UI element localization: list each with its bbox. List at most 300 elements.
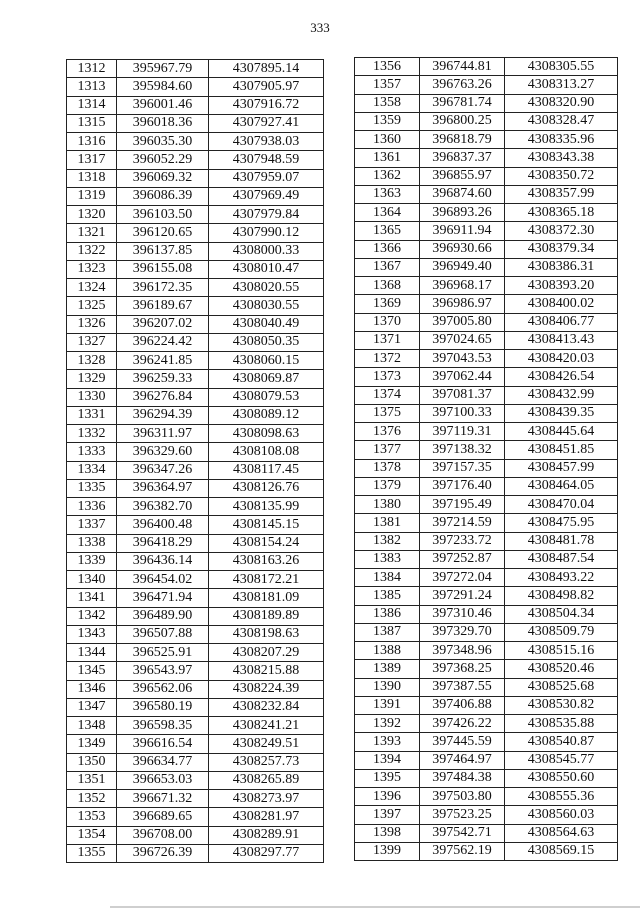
y-coordinate-cell: 4308498.82 xyxy=(505,587,618,605)
x-coordinate-cell: 396837.37 xyxy=(420,149,505,167)
y-coordinate-cell: 4308535.88 xyxy=(505,715,618,733)
table-row xyxy=(355,58,618,76)
point-number-cell: 1385 xyxy=(355,587,420,605)
y-coordinate-cell: 4308040.49 xyxy=(209,315,324,333)
x-coordinate-cell: 396103.50 xyxy=(117,206,209,224)
x-coordinate-cell: 396893.26 xyxy=(420,204,505,222)
y-coordinate-cell: 4308426.54 xyxy=(505,368,618,386)
point-number-cell: 1328 xyxy=(67,352,117,370)
table-row xyxy=(67,260,324,278)
table-row xyxy=(67,151,324,169)
x-coordinate-cell: 396949.40 xyxy=(420,258,505,276)
y-coordinate-cell: 4308181.09 xyxy=(209,589,324,607)
x-coordinate-cell: 395984.60 xyxy=(117,78,209,96)
x-coordinate-cell: 397426.22 xyxy=(420,715,505,733)
point-number-cell: 1320 xyxy=(67,206,117,224)
x-coordinate-cell: 396155.08 xyxy=(117,260,209,278)
table-row xyxy=(355,642,618,660)
x-coordinate-cell: 397464.97 xyxy=(420,751,505,769)
x-coordinate-cell: 397138.32 xyxy=(420,441,505,459)
point-number-cell: 1394 xyxy=(355,751,420,769)
y-coordinate-cell: 4308257.73 xyxy=(209,753,324,771)
point-number-cell: 1366 xyxy=(355,240,420,258)
point-number-cell: 1348 xyxy=(67,717,117,735)
x-coordinate-cell: 397176.40 xyxy=(420,477,505,495)
table-row xyxy=(67,516,324,534)
x-coordinate-cell: 396525.91 xyxy=(117,644,209,662)
x-coordinate-cell: 396436.14 xyxy=(117,552,209,570)
point-number-cell: 1350 xyxy=(67,753,117,771)
y-coordinate-cell: 4308555.36 xyxy=(505,788,618,806)
table-row xyxy=(355,532,618,550)
point-number-cell: 1349 xyxy=(67,735,117,753)
point-number-cell: 1391 xyxy=(355,696,420,714)
point-number-cell: 1380 xyxy=(355,496,420,514)
x-coordinate-cell: 396224.42 xyxy=(117,333,209,351)
y-coordinate-cell: 4308413.43 xyxy=(505,331,618,349)
point-number-cell: 1393 xyxy=(355,733,420,751)
point-number-cell: 1327 xyxy=(67,333,117,351)
table-row xyxy=(67,461,324,479)
y-coordinate-cell: 4308198.63 xyxy=(209,625,324,643)
point-number-cell: 1384 xyxy=(355,569,420,587)
x-coordinate-cell: 396986.97 xyxy=(420,295,505,313)
y-coordinate-cell: 4308457.99 xyxy=(505,459,618,477)
y-coordinate-cell: 4307895.14 xyxy=(209,60,324,78)
table-row xyxy=(355,277,618,295)
point-number-cell: 1372 xyxy=(355,350,420,368)
table-row xyxy=(67,297,324,315)
table-row xyxy=(67,735,324,753)
table-row xyxy=(355,368,618,386)
table-row xyxy=(355,605,618,623)
y-coordinate-cell: 4308343.38 xyxy=(505,149,618,167)
y-coordinate-cell: 4308289.91 xyxy=(209,826,324,844)
table-row xyxy=(67,352,324,370)
table-row xyxy=(67,680,324,698)
point-number-cell: 1312 xyxy=(67,60,117,78)
y-coordinate-cell: 4308335.96 xyxy=(505,131,618,149)
table-row xyxy=(67,808,324,826)
table-row xyxy=(355,313,618,331)
point-number-cell: 1371 xyxy=(355,331,420,349)
point-number-cell: 1338 xyxy=(67,534,117,552)
table-row xyxy=(355,331,618,349)
y-coordinate-cell: 4308493.22 xyxy=(505,569,618,587)
point-number-cell: 1387 xyxy=(355,623,420,641)
table-row xyxy=(67,78,324,96)
y-coordinate-cell: 4308060.15 xyxy=(209,352,324,370)
table-row xyxy=(355,696,618,714)
y-coordinate-cell: 4308297.77 xyxy=(209,844,324,862)
x-coordinate-cell: 396689.65 xyxy=(117,808,209,826)
table-row xyxy=(67,333,324,351)
y-coordinate-cell: 4308273.97 xyxy=(209,790,324,808)
table-row xyxy=(355,715,618,733)
x-coordinate-cell: 396911.94 xyxy=(420,222,505,240)
y-coordinate-cell: 4308108.08 xyxy=(209,443,324,461)
table-row xyxy=(67,625,324,643)
coordinate-table-body xyxy=(67,60,324,863)
point-number-cell: 1373 xyxy=(355,368,420,386)
y-coordinate-cell: 4308079.53 xyxy=(209,388,324,406)
point-number-cell: 1340 xyxy=(67,571,117,589)
point-number-cell: 1336 xyxy=(67,498,117,516)
x-coordinate-cell: 397562.19 xyxy=(420,842,505,860)
table-row xyxy=(355,751,618,769)
point-number-cell: 1357 xyxy=(355,76,420,94)
x-coordinate-cell: 396259.33 xyxy=(117,370,209,388)
point-number-cell: 1313 xyxy=(67,78,117,96)
y-coordinate-cell: 4308432.99 xyxy=(505,386,618,404)
point-number-cell: 1392 xyxy=(355,715,420,733)
y-coordinate-cell: 4308509.79 xyxy=(505,623,618,641)
y-coordinate-cell: 4308569.15 xyxy=(505,842,618,860)
y-coordinate-cell: 4308560.03 xyxy=(505,806,618,824)
x-coordinate-cell: 397503.80 xyxy=(420,788,505,806)
x-coordinate-cell: 396763.26 xyxy=(420,76,505,94)
point-number-cell: 1334 xyxy=(67,461,117,479)
x-coordinate-cell: 397368.25 xyxy=(420,660,505,678)
x-coordinate-cell: 397329.70 xyxy=(420,623,505,641)
x-coordinate-cell: 396276.84 xyxy=(117,388,209,406)
y-coordinate-cell: 4308564.63 xyxy=(505,824,618,842)
x-coordinate-cell: 396400.48 xyxy=(117,516,209,534)
y-coordinate-cell: 4308350.72 xyxy=(505,167,618,185)
y-coordinate-cell: 4308265.89 xyxy=(209,771,324,789)
point-number-cell: 1389 xyxy=(355,660,420,678)
y-coordinate-cell: 4308420.03 xyxy=(505,350,618,368)
x-coordinate-cell: 397195.49 xyxy=(420,496,505,514)
x-coordinate-cell: 396818.79 xyxy=(420,131,505,149)
x-coordinate-cell: 397348.96 xyxy=(420,642,505,660)
x-coordinate-cell: 397484.38 xyxy=(420,769,505,787)
y-coordinate-cell: 4307979.84 xyxy=(209,206,324,224)
table-row xyxy=(355,386,618,404)
table-row xyxy=(355,569,618,587)
table-row xyxy=(67,370,324,388)
table-row xyxy=(355,587,618,605)
x-coordinate-cell: 397024.65 xyxy=(420,331,505,349)
x-coordinate-cell: 397523.25 xyxy=(420,806,505,824)
point-number-cell: 1398 xyxy=(355,824,420,842)
table-row xyxy=(355,258,618,276)
y-coordinate-cell: 4308154.24 xyxy=(209,534,324,552)
point-number-cell: 1390 xyxy=(355,678,420,696)
table-row xyxy=(355,423,618,441)
y-coordinate-cell: 4308504.34 xyxy=(505,605,618,623)
x-coordinate-cell: 396172.35 xyxy=(117,279,209,297)
table-row xyxy=(355,350,618,368)
table-row xyxy=(67,589,324,607)
x-coordinate-cell: 397062.44 xyxy=(420,368,505,386)
point-number-cell: 1318 xyxy=(67,169,117,187)
table-row xyxy=(67,60,324,78)
table-row xyxy=(67,224,324,242)
y-coordinate-cell: 4308328.47 xyxy=(505,112,618,130)
point-number-cell: 1331 xyxy=(67,406,117,424)
table-row xyxy=(67,790,324,808)
x-coordinate-cell: 397445.59 xyxy=(420,733,505,751)
point-number-cell: 1325 xyxy=(67,297,117,315)
x-coordinate-cell: 396018.36 xyxy=(117,114,209,132)
table-row xyxy=(355,204,618,222)
table-row xyxy=(67,662,324,680)
table-row xyxy=(355,167,618,185)
y-coordinate-cell: 4308320.90 xyxy=(505,94,618,112)
point-number-cell: 1374 xyxy=(355,386,420,404)
y-coordinate-cell: 4308135.99 xyxy=(209,498,324,516)
x-coordinate-cell: 396189.67 xyxy=(117,297,209,315)
table-row xyxy=(355,76,618,94)
point-number-cell: 1359 xyxy=(355,112,420,130)
table-row xyxy=(355,496,618,514)
point-number-cell: 1337 xyxy=(67,516,117,534)
x-coordinate-cell: 397252.87 xyxy=(420,550,505,568)
x-coordinate-cell: 396507.88 xyxy=(117,625,209,643)
x-coordinate-cell: 396069.32 xyxy=(117,169,209,187)
x-coordinate-cell: 397119.31 xyxy=(420,423,505,441)
page-bottom-rule xyxy=(110,906,640,908)
table-row xyxy=(355,459,618,477)
x-coordinate-cell: 396241.85 xyxy=(117,352,209,370)
x-coordinate-cell: 397043.53 xyxy=(420,350,505,368)
y-coordinate-cell: 4308224.39 xyxy=(209,680,324,698)
point-number-cell: 1323 xyxy=(67,260,117,278)
table-row xyxy=(67,644,324,662)
point-number-cell: 1378 xyxy=(355,459,420,477)
y-coordinate-cell: 4307905.97 xyxy=(209,78,324,96)
point-number-cell: 1370 xyxy=(355,313,420,331)
point-number-cell: 1381 xyxy=(355,514,420,532)
point-number-cell: 1358 xyxy=(355,94,420,112)
table-row xyxy=(355,733,618,751)
table-row xyxy=(67,826,324,844)
point-number-cell: 1383 xyxy=(355,550,420,568)
point-number-cell: 1375 xyxy=(355,404,420,422)
table-row xyxy=(67,187,324,205)
point-number-cell: 1322 xyxy=(67,242,117,260)
point-number-cell: 1388 xyxy=(355,642,420,660)
x-coordinate-cell: 396781.74 xyxy=(420,94,505,112)
x-coordinate-cell: 396086.39 xyxy=(117,187,209,205)
table-row xyxy=(355,660,618,678)
y-coordinate-cell: 4308030.55 xyxy=(209,297,324,315)
x-coordinate-cell: 397005.80 xyxy=(420,313,505,331)
table-row xyxy=(67,133,324,151)
table-row xyxy=(67,844,324,862)
x-coordinate-cell: 396311.97 xyxy=(117,425,209,443)
x-coordinate-cell: 397387.55 xyxy=(420,678,505,696)
y-coordinate-cell: 4308215.88 xyxy=(209,662,324,680)
table-row xyxy=(355,806,618,824)
x-coordinate-cell: 397081.37 xyxy=(420,386,505,404)
point-number-cell: 1335 xyxy=(67,479,117,497)
x-coordinate-cell: 397214.59 xyxy=(420,514,505,532)
table-row xyxy=(67,114,324,132)
x-coordinate-cell: 396543.97 xyxy=(117,662,209,680)
x-coordinate-cell: 396653.03 xyxy=(117,771,209,789)
x-coordinate-cell: 396598.35 xyxy=(117,717,209,735)
point-number-cell: 1365 xyxy=(355,222,420,240)
y-coordinate-cell: 4308525.68 xyxy=(505,678,618,696)
point-number-cell: 1379 xyxy=(355,477,420,495)
table-row xyxy=(355,623,618,641)
x-coordinate-cell: 396207.02 xyxy=(117,315,209,333)
page-number: 333 xyxy=(310,20,330,35)
y-coordinate-cell: 4308232.84 xyxy=(209,698,324,716)
table-row xyxy=(355,149,618,167)
x-coordinate-cell: 396052.29 xyxy=(117,151,209,169)
x-coordinate-cell: 396418.29 xyxy=(117,534,209,552)
y-coordinate-cell: 4307969.49 xyxy=(209,187,324,205)
point-number-cell: 1368 xyxy=(355,277,420,295)
x-coordinate-cell: 396855.97 xyxy=(420,167,505,185)
y-coordinate-cell: 4308530.82 xyxy=(505,696,618,714)
point-number-cell: 1344 xyxy=(67,644,117,662)
x-coordinate-cell: 396580.19 xyxy=(117,698,209,716)
y-coordinate-cell: 4308439.35 xyxy=(505,404,618,422)
point-number-cell: 1369 xyxy=(355,295,420,313)
x-coordinate-cell: 396671.32 xyxy=(117,790,209,808)
point-number-cell: 1361 xyxy=(355,149,420,167)
y-coordinate-cell: 4308126.76 xyxy=(209,479,324,497)
y-coordinate-cell: 4308098.63 xyxy=(209,425,324,443)
point-number-cell: 1339 xyxy=(67,552,117,570)
table-row xyxy=(67,315,324,333)
point-number-cell: 1364 xyxy=(355,204,420,222)
point-number-cell: 1326 xyxy=(67,315,117,333)
x-coordinate-cell: 396562.06 xyxy=(117,680,209,698)
coordinate-table-right xyxy=(354,57,618,861)
x-coordinate-cell: 396364.97 xyxy=(117,479,209,497)
point-number-cell: 1329 xyxy=(67,370,117,388)
table-row xyxy=(67,571,324,589)
table-row xyxy=(67,717,324,735)
y-coordinate-cell: 4307990.12 xyxy=(209,224,324,242)
y-coordinate-cell: 4308386.31 xyxy=(505,258,618,276)
x-coordinate-cell: 396329.60 xyxy=(117,443,209,461)
y-coordinate-cell: 4308163.26 xyxy=(209,552,324,570)
table-row xyxy=(355,788,618,806)
point-number-cell: 1342 xyxy=(67,607,117,625)
point-number-cell: 1315 xyxy=(67,114,117,132)
y-coordinate-cell: 4308189.89 xyxy=(209,607,324,625)
point-number-cell: 1351 xyxy=(67,771,117,789)
y-coordinate-cell: 4308010.47 xyxy=(209,260,324,278)
point-number-cell: 1353 xyxy=(67,808,117,826)
y-coordinate-cell: 4308365.18 xyxy=(505,204,618,222)
y-coordinate-cell: 4308207.29 xyxy=(209,644,324,662)
y-coordinate-cell: 4308470.04 xyxy=(505,496,618,514)
x-coordinate-cell: 396874.60 xyxy=(420,185,505,203)
table-row xyxy=(355,131,618,149)
y-coordinate-cell: 4308379.34 xyxy=(505,240,618,258)
y-coordinate-cell: 4308281.97 xyxy=(209,808,324,826)
y-coordinate-cell: 4308145.15 xyxy=(209,516,324,534)
y-coordinate-cell: 4308089.12 xyxy=(209,406,324,424)
table-row xyxy=(67,242,324,260)
point-number-cell: 1355 xyxy=(67,844,117,862)
x-coordinate-cell: 396471.94 xyxy=(117,589,209,607)
y-coordinate-cell: 4308241.21 xyxy=(209,717,324,735)
x-coordinate-cell: 397542.71 xyxy=(420,824,505,842)
point-number-cell: 1376 xyxy=(355,423,420,441)
table-row xyxy=(355,550,618,568)
table-row xyxy=(67,206,324,224)
x-coordinate-cell: 396800.25 xyxy=(420,112,505,130)
y-coordinate-cell: 4307948.59 xyxy=(209,151,324,169)
x-coordinate-cell: 396294.39 xyxy=(117,406,209,424)
x-coordinate-cell: 397157.35 xyxy=(420,459,505,477)
table-row xyxy=(67,388,324,406)
y-coordinate-cell: 4308550.60 xyxy=(505,769,618,787)
x-coordinate-cell: 397310.46 xyxy=(420,605,505,623)
y-coordinate-cell: 4308305.55 xyxy=(505,58,618,76)
y-coordinate-cell: 4307938.03 xyxy=(209,133,324,151)
x-coordinate-cell: 397406.88 xyxy=(420,696,505,714)
table-row xyxy=(67,534,324,552)
table-row xyxy=(67,169,324,187)
table-row xyxy=(355,477,618,495)
x-coordinate-cell: 396001.46 xyxy=(117,96,209,114)
table-row xyxy=(355,185,618,203)
point-number-cell: 1346 xyxy=(67,680,117,698)
point-number-cell: 1316 xyxy=(67,133,117,151)
x-coordinate-cell: 397233.72 xyxy=(420,532,505,550)
table-row xyxy=(67,771,324,789)
x-coordinate-cell: 396454.02 xyxy=(117,571,209,589)
table-row xyxy=(67,406,324,424)
point-number-cell: 1347 xyxy=(67,698,117,716)
table-row xyxy=(355,112,618,130)
point-number-cell: 1341 xyxy=(67,589,117,607)
x-coordinate-cell: 396035.30 xyxy=(117,133,209,151)
point-number-cell: 1317 xyxy=(67,151,117,169)
x-coordinate-cell: 396616.54 xyxy=(117,735,209,753)
table-row xyxy=(67,425,324,443)
x-coordinate-cell: 396634.77 xyxy=(117,753,209,771)
point-number-cell: 1382 xyxy=(355,532,420,550)
x-coordinate-cell: 396489.90 xyxy=(117,607,209,625)
y-coordinate-cell: 4307916.72 xyxy=(209,96,324,114)
y-coordinate-cell: 4308451.85 xyxy=(505,441,618,459)
point-number-cell: 1333 xyxy=(67,443,117,461)
y-coordinate-cell: 4308172.21 xyxy=(209,571,324,589)
y-coordinate-cell: 4308117.45 xyxy=(209,461,324,479)
x-coordinate-cell: 396120.65 xyxy=(117,224,209,242)
point-number-cell: 1319 xyxy=(67,187,117,205)
point-number-cell: 1354 xyxy=(67,826,117,844)
y-coordinate-cell: 4307959.07 xyxy=(209,169,324,187)
point-number-cell: 1367 xyxy=(355,258,420,276)
point-number-cell: 1395 xyxy=(355,769,420,787)
y-coordinate-cell: 4307927.41 xyxy=(209,114,324,132)
y-coordinate-cell: 4308069.87 xyxy=(209,370,324,388)
point-number-cell: 1360 xyxy=(355,131,420,149)
x-coordinate-cell: 396930.66 xyxy=(420,240,505,258)
point-number-cell: 1362 xyxy=(355,167,420,185)
point-number-cell: 1330 xyxy=(67,388,117,406)
table-row xyxy=(355,842,618,860)
table-row xyxy=(355,295,618,313)
x-coordinate-cell: 396137.85 xyxy=(117,242,209,260)
y-coordinate-cell: 4308400.02 xyxy=(505,295,618,313)
table-row xyxy=(67,279,324,297)
y-coordinate-cell: 4308515.16 xyxy=(505,642,618,660)
y-coordinate-cell: 4308249.51 xyxy=(209,735,324,753)
table-row xyxy=(67,498,324,516)
